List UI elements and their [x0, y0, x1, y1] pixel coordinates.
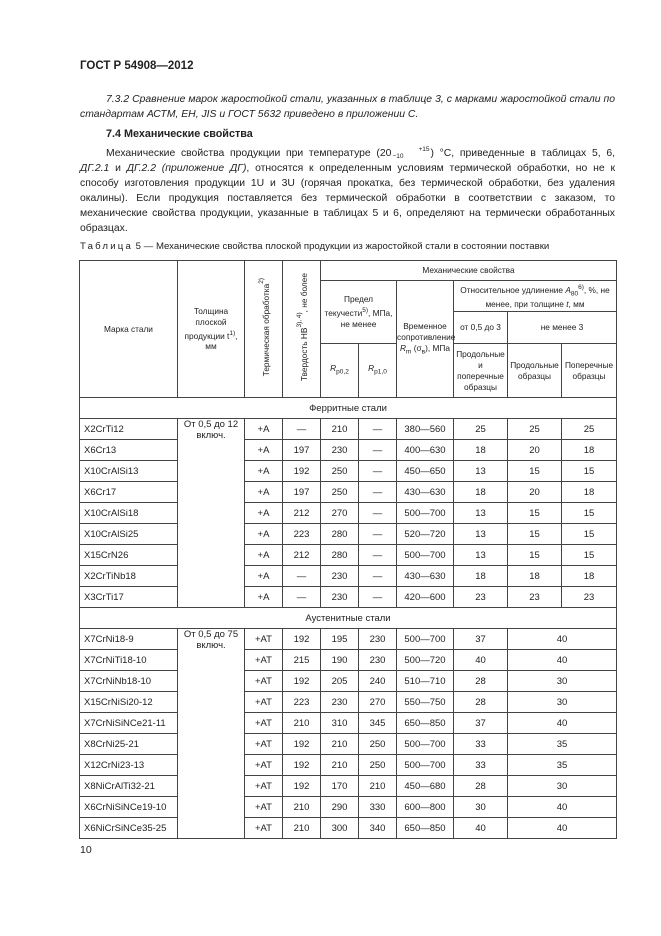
- cell-elong-thick: 30: [508, 776, 617, 797]
- cell-hardness: 212: [283, 545, 321, 566]
- table-row: [80, 692, 617, 713]
- paragraph-7-3-2: 7.3.2 Сравнение марок жаростойкой стали, указанных в таблице 3, с марками жаростойкой стали по стандартам АСТМ, ЕН, JIS и ГОСТ 5632 приведено в приложении С.: [80, 94, 615, 120]
- header-rp10: $R_{p1,0}$: [359, 344, 397, 398]
- cell-elong-thin: 30: [454, 797, 508, 818]
- cell-rp02: 230: [321, 587, 359, 608]
- cell-grade: X6Cr13: [80, 440, 178, 461]
- cell-rp10: —: [359, 419, 397, 440]
- cell-hardness: —: [283, 419, 321, 440]
- table-row: [80, 587, 617, 608]
- header-yield: Предел текучести$^{5)}$, МПа, не менее: [321, 281, 397, 344]
- cell-heat: +AT: [245, 692, 283, 713]
- cell-grade: X8CrNi25-21: [80, 734, 178, 755]
- cell-grade: X7CrNi18-9: [80, 629, 178, 650]
- cell-hardness: 197: [283, 482, 321, 503]
- cell-rm: 500—700: [397, 755, 454, 776]
- header-range-thick: не менее 3: [508, 312, 617, 344]
- cell-rp10: 345: [359, 713, 397, 734]
- cell-grade: X10CrAlSi18: [80, 503, 178, 524]
- cell-hardness: —: [283, 566, 321, 587]
- cell-rm: 650—850: [397, 818, 454, 839]
- cell-rm: 380—560: [397, 419, 454, 440]
- cell-grade: X8NiCrAlTi32-21: [80, 776, 178, 797]
- table-row: [80, 797, 617, 818]
- cell-elong-long: 20: [508, 440, 562, 461]
- cell-rm: 510—710: [397, 671, 454, 692]
- cell-hardness: —: [283, 587, 321, 608]
- cell-rp10: 230: [359, 629, 397, 650]
- table-row: [80, 734, 617, 755]
- cell-heat: +AT: [245, 671, 283, 692]
- cell-rp02: 250: [321, 461, 359, 482]
- header-tensile: Временное сопротивление $R_m$ $(\sigma_в)$, МПа: [397, 281, 454, 398]
- header-long: Продольные образцы: [508, 344, 562, 398]
- cell-grade: X10CrAlSi25: [80, 524, 178, 545]
- cell-rm: 450—650: [397, 461, 454, 482]
- cell-rp02: 250: [321, 482, 359, 503]
- cell-heat: +A: [245, 419, 283, 440]
- cell-elong-thick: 35: [508, 755, 617, 776]
- cell-grade: X2CrTi12: [80, 419, 178, 440]
- cell-rm: 550—750: [397, 692, 454, 713]
- cell-rp10: 210: [359, 776, 397, 797]
- cell-rm: 500—700: [397, 545, 454, 566]
- table-row: [80, 503, 617, 524]
- p74-text-b: ) °С, приведенные в таблицах 5, 6,: [430, 148, 615, 159]
- cell-elong-thin: 37: [454, 629, 508, 650]
- cell-hardness: 192: [283, 461, 321, 482]
- cell-heat: +AT: [245, 713, 283, 734]
- cell-elong-long: 15: [508, 524, 562, 545]
- cell-elong-thin: 13: [454, 461, 508, 482]
- cell-grade: X6NiCrSiNCe35-25: [80, 818, 178, 839]
- cell-rp02: 210: [321, 755, 359, 776]
- cell-rp10: 340: [359, 818, 397, 839]
- cell-heat: +A: [245, 587, 283, 608]
- table-row: [80, 461, 617, 482]
- cell-grade: X12CrNi23-13: [80, 755, 178, 776]
- cell-heat: +AT: [245, 650, 283, 671]
- cell-elong-long: 20: [508, 482, 562, 503]
- cell-grade: X2CrTiNb18: [80, 566, 178, 587]
- cell-rp02: 210: [321, 734, 359, 755]
- cell-elong-thin: 37: [454, 713, 508, 734]
- header-hardness: Твердость $НВ^{3), 4)}$, не более: [283, 261, 321, 398]
- caption-text: 5 — Механические свойства плоской продукции из жаростойкой стали в состоянии поставки: [133, 241, 550, 252]
- p74-ref-2: ДГ.2.2 (приложение ДГ): [126, 163, 247, 174]
- table-row: [80, 482, 617, 503]
- cell-elong-long: 25: [508, 419, 562, 440]
- cell-hardness: 210: [283, 713, 321, 734]
- cell-rp10: —: [359, 503, 397, 524]
- cell-heat: +A: [245, 503, 283, 524]
- cell-heat: +A: [245, 440, 283, 461]
- cell-hardness: 212: [283, 503, 321, 524]
- cell-rp02: 290: [321, 797, 359, 818]
- header-range-thin: от 0,5 до 3: [454, 312, 508, 344]
- cell-grade: X6Cr17: [80, 482, 178, 503]
- cell-elong-trans: 18: [562, 440, 617, 461]
- cell-elong-long: 15: [508, 461, 562, 482]
- table-row: [80, 545, 617, 566]
- cell-hardness: 192: [283, 629, 321, 650]
- cell-elong-trans: 18: [562, 482, 617, 503]
- cell-rm: 500—700: [397, 629, 454, 650]
- cell-elong-thick: 40: [508, 797, 617, 818]
- cell-rm: 500—720: [397, 650, 454, 671]
- cell-grade: X3CrTi17: [80, 587, 178, 608]
- cell-elong-thin: 28: [454, 671, 508, 692]
- cell-heat: +AT: [245, 797, 283, 818]
- table-row: [80, 566, 617, 587]
- header-grade: Марка стали: [80, 261, 178, 398]
- cell-hardness: 197: [283, 440, 321, 461]
- cell-rp02: 230: [321, 566, 359, 587]
- table-row: [80, 818, 617, 839]
- cell-hardness: 215: [283, 650, 321, 671]
- cell-elong-long: 23: [508, 587, 562, 608]
- cell-rm: 420—600: [397, 587, 454, 608]
- cell-rp02: 300: [321, 818, 359, 839]
- table-row: [80, 776, 617, 797]
- table-row: [80, 650, 617, 671]
- cell-rm: 430—630: [397, 566, 454, 587]
- cell-hardness: 223: [283, 524, 321, 545]
- table-caption: [80, 241, 549, 252]
- cell-heat: +A: [245, 545, 283, 566]
- cell-elong-trans: 25: [562, 419, 617, 440]
- cell-elong-thin: 13: [454, 524, 508, 545]
- table-row: [80, 440, 617, 461]
- cell-elong-thin: 40: [454, 650, 508, 671]
- cell-grade: X7CrNiTi18-10: [80, 650, 178, 671]
- cell-rp02: 230: [321, 440, 359, 461]
- cell-hardness: 223: [283, 692, 321, 713]
- cell-heat: +A: [245, 524, 283, 545]
- cell-thickness: От 0,5 до 75 включ.: [178, 629, 245, 839]
- cell-elong-trans: 15: [562, 545, 617, 566]
- cell-rp10: 270: [359, 692, 397, 713]
- table-row: [80, 629, 617, 650]
- header-rp02: $R_{p0,2}$: [321, 344, 359, 398]
- cell-rp10: —: [359, 440, 397, 461]
- cell-heat: +A: [245, 461, 283, 482]
- cell-heat: +AT: [245, 629, 283, 650]
- cell-rp10: —: [359, 566, 397, 587]
- cell-elong-thick: 40: [508, 818, 617, 839]
- cell-rm: 650—850: [397, 713, 454, 734]
- cell-elong-thin: 23: [454, 587, 508, 608]
- group-title: Аустенитные стали: [80, 608, 617, 629]
- cell-rp02: 230: [321, 692, 359, 713]
- cell-elong-trans: 15: [562, 503, 617, 524]
- header-trans: Поперечные образцы: [562, 344, 617, 398]
- cell-hardness: 210: [283, 797, 321, 818]
- cell-rp10: —: [359, 461, 397, 482]
- cell-hardness: 192: [283, 734, 321, 755]
- cell-rm: 520—720: [397, 524, 454, 545]
- cell-rp02: 190: [321, 650, 359, 671]
- cell-elong-thick: 40: [508, 713, 617, 734]
- cell-grade: X15CrNiSi20-12: [80, 692, 178, 713]
- cell-rm: 500—700: [397, 503, 454, 524]
- document-header: ГОСТ Р 54908—2012: [80, 60, 194, 72]
- cell-rp10: 250: [359, 734, 397, 755]
- cell-rp10: 240: [359, 671, 397, 692]
- cell-elong-thin: 33: [454, 734, 508, 755]
- cell-hardness: 210: [283, 818, 321, 839]
- cell-elong-thin: 18: [454, 440, 508, 461]
- header-elongation: Относительное удлинение $A_{80}^{6)}$, %, не менее, при толщине t, мм: [454, 281, 617, 312]
- p74-tolerance-sub: −10: [392, 153, 404, 161]
- cell-rp10: —: [359, 545, 397, 566]
- cell-grade: X7CrNiSiNCe21-11: [80, 713, 178, 734]
- table-row: [80, 671, 617, 692]
- cell-rp02: 280: [321, 524, 359, 545]
- cell-rm: 600—800: [397, 797, 454, 818]
- cell-rp02: 205: [321, 671, 359, 692]
- p74-text-a: Механические свойства продукции при температуре (20: [106, 148, 392, 159]
- table-row: [80, 713, 617, 734]
- cell-elong-trans: 15: [562, 461, 617, 482]
- group-header-row: [80, 608, 617, 629]
- cell-rp10: —: [359, 482, 397, 503]
- cell-rp02: 280: [321, 545, 359, 566]
- cell-rp10: 330: [359, 797, 397, 818]
- cell-rp10: —: [359, 587, 397, 608]
- cell-heat: +AT: [245, 755, 283, 776]
- cell-heat: +AT: [245, 818, 283, 839]
- cell-grade: X7CrNiNb18-10: [80, 671, 178, 692]
- cell-elong-thick: 40: [508, 650, 617, 671]
- cell-elong-trans: 15: [562, 524, 617, 545]
- header-heat-treatment: Термическая обработка$^{2)}$: [245, 261, 283, 398]
- cell-elong-thin: 28: [454, 776, 508, 797]
- cell-rm: 400—630: [397, 440, 454, 461]
- cell-elong-thin: 28: [454, 692, 508, 713]
- cell-thickness: От 0,5 до 12 включ.: [178, 419, 245, 608]
- cell-rp10: —: [359, 524, 397, 545]
- cell-rp02: 310: [321, 713, 359, 734]
- cell-heat: +AT: [245, 734, 283, 755]
- table-row: [80, 755, 617, 776]
- page-number: 10: [80, 844, 92, 856]
- cell-elong-thin: 33: [454, 755, 508, 776]
- caption-label: Таблица: [80, 241, 134, 252]
- cell-hardness: 192: [283, 776, 321, 797]
- cell-rm: 500—700: [397, 734, 454, 755]
- p74-tolerance-sup: +15: [418, 146, 430, 154]
- p74-text-f: , относятся к определенным условиям термической обработки, но не к способу изготовления продукции 1U и 3U (горячая прокатка, без термической обработки, без удаления окалины). Если продукция поставляется без термической обработки в соответствии с заказом, то механические свойства продукции, указанные в таблицах 5 и 6, определяют на термически обработанных образцах.: [80, 163, 615, 234]
- cell-elong-thick: 35: [508, 734, 617, 755]
- cell-grade: X15CrN26: [80, 545, 178, 566]
- cell-rp02: 210: [321, 419, 359, 440]
- paragraph-7-4: [80, 146, 615, 236]
- cell-elong-trans: 18: [562, 566, 617, 587]
- header-mechanical: Механические свойства: [321, 261, 617, 281]
- cell-rp10: 250: [359, 755, 397, 776]
- cell-heat: +A: [245, 566, 283, 587]
- cell-rp02: 170: [321, 776, 359, 797]
- cell-rp10: 230: [359, 650, 397, 671]
- cell-hardness: 192: [283, 755, 321, 776]
- cell-elong-thin: 18: [454, 482, 508, 503]
- group-title: Ферритные стали: [80, 398, 617, 419]
- cell-elong-thin: 25: [454, 419, 508, 440]
- cell-elong-trans: 23: [562, 587, 617, 608]
- mechanical-properties-table: [79, 260, 617, 839]
- header-thickness: Толщина плоской продукции $t^{1)}$, мм: [178, 261, 245, 398]
- p74-text-d: и: [109, 163, 127, 174]
- cell-elong-long: 15: [508, 503, 562, 524]
- cell-elong-thin: 18: [454, 566, 508, 587]
- cell-elong-long: 15: [508, 545, 562, 566]
- cell-rp02: 195: [321, 629, 359, 650]
- cell-grade: X6CrNiSiNCe19-10: [80, 797, 178, 818]
- section-title: 7.4 Механические свойства: [106, 128, 253, 140]
- cell-grade: X10CrAlSi13: [80, 461, 178, 482]
- cell-rm: 430—630: [397, 482, 454, 503]
- cell-elong-thin: 13: [454, 545, 508, 566]
- cell-elong-long: 18: [508, 566, 562, 587]
- cell-rp02: 270: [321, 503, 359, 524]
- cell-elong-thick: 30: [508, 671, 617, 692]
- group-header-row: [80, 398, 617, 419]
- header-long-trans: Продольные и поперечные образцы: [454, 344, 508, 398]
- cell-elong-thin: 40: [454, 818, 508, 839]
- cell-elong-thick: 30: [508, 692, 617, 713]
- cell-elong-thin: 13: [454, 503, 508, 524]
- p74-ref-1: ДГ.2.1: [80, 163, 110, 174]
- table-row: [80, 524, 617, 545]
- table-row: [80, 419, 617, 440]
- cell-heat: +AT: [245, 776, 283, 797]
- cell-heat: +A: [245, 482, 283, 503]
- cell-elong-thick: 40: [508, 629, 617, 650]
- cell-rm: 450—680: [397, 776, 454, 797]
- cell-hardness: 192: [283, 671, 321, 692]
